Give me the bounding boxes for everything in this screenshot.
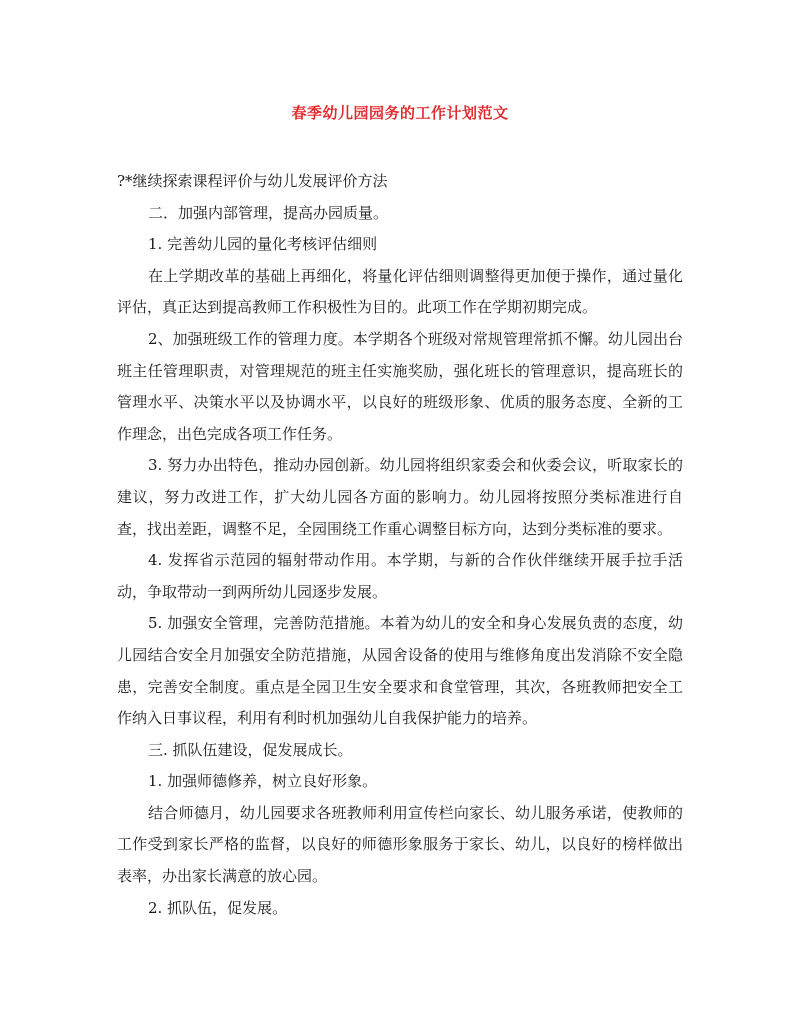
paragraph-5: 2、加强班级工作的管理力度。本学期各个班级对常规管理常抓不懈。幼儿园出台班主任管理职责，对管理规范的班主任实施奖励，强化班长的管理意识，提高班长的管理水平、决策水平以及协调水平，以良好的班级形象、优质的服务态度、全新的工作理念，出色完成各项工作任务。: [117, 329, 683, 443]
paragraph-6: 3. 努力办出特色，推动办园创新。幼儿园将组织家委会和伙委会议，听取家长的建议，努力改进工作，扩大幼儿园各方面的影响力。幼儿园将按照分类标准进行自查，找出差距，调整不足，全园围绕工作重心调整目标方向，达到分类标准的要求。: [117, 456, 683, 538]
paragraph-1: ?*继续探索课程评价与幼儿发展评价方法: [117, 172, 388, 190]
paragraph-7: 4. 发挥省示范园的辐射带动作用。本学期，与新的合作伙伴继续开展手拉手活动，争取带动一到两所幼儿园逐步发展。: [117, 551, 683, 601]
paragraph-9: 三. 抓队伍建设，促发展成长。: [148, 740, 353, 759]
paragraph-12: 2. 抓队伍，促发展。: [148, 898, 288, 917]
paragraph-4: 在上学期改革的基础上再细化，将量化评估细则调整得更加便于操作，通过量化评估，真正达到提高教师工作积极性为目的。此项工作在学期初期完成。: [117, 266, 683, 317]
document-title: 春季幼儿园园务的工作计划范文: [291, 104, 509, 122]
paragraph-8: 5. 加强安全管理，完善防范措施。本着为幼儿的安全和身心发展负责的态度，幼儿园结合安全月加强安全防范措施，从园舍设备的使用与维修角度出发消除不安全隐患，完善安全制度。重点是全园卫生安全要求和食堂管理，其次，各班教师把安全工作纳入日事议程，利用有利时机加强幼儿自我保护能力的培养。: [117, 614, 683, 728]
paragraph-11: 结合师德月，幼儿园要求各班教师利用宣传栏向家长、幼儿服务承诺，使教师的工作受到家长严格的监督，以良好的师德形象服务于家长、幼儿，以良好的榜样做出表率，办出家长满意的放心园。: [117, 803, 683, 886]
paragraph-10: 1. 加强师德修养，树立良好形象。: [148, 772, 378, 791]
paragraph-3: 1. 完善幼儿园的量化考核评估细则: [148, 235, 378, 254]
document-body: [117, 166, 683, 924]
paragraph-2: 二．加强内部管理，提高办园质量。: [148, 203, 389, 222]
